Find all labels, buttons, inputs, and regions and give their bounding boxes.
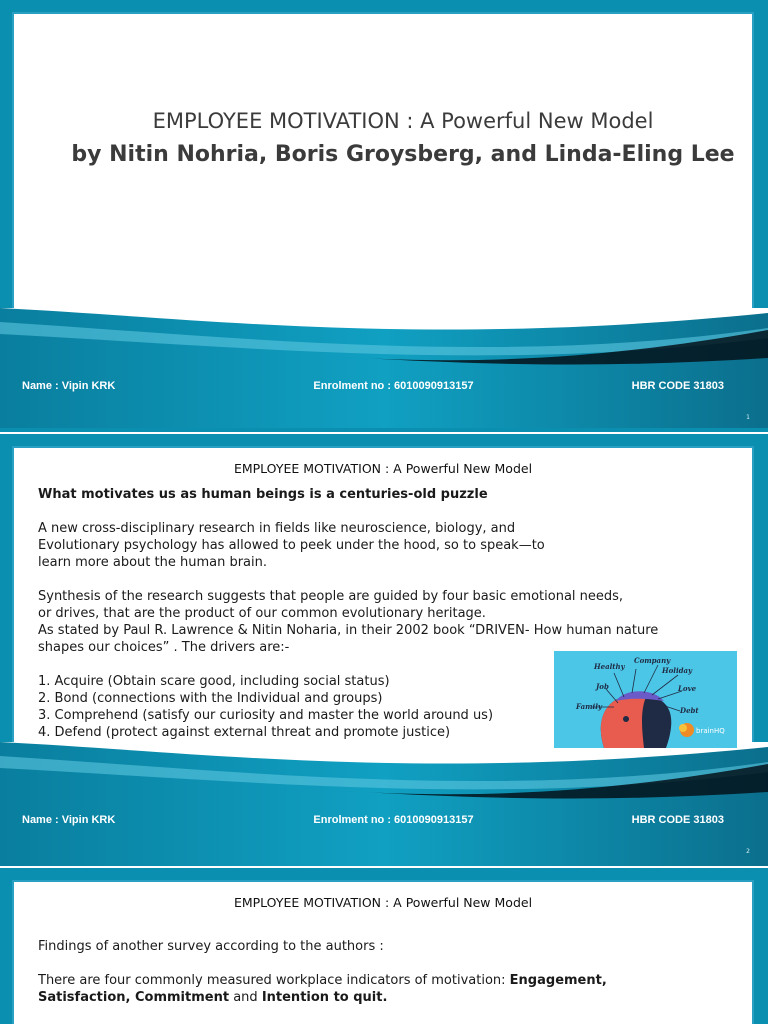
footer-enrolment: Enrolment no : 6010090913157	[313, 380, 474, 392]
slide-3-body	[38, 938, 728, 1023]
slide-1-title	[12, 104, 754, 172]
slide-3	[0, 868, 768, 1024]
slide-2-paragraph-2: Synthesis of the research suggests that people are guided by four basic emotional needs, or drives, that are the product of our common evolutionary heritage.	[38, 589, 624, 621]
image-word: Holiday	[662, 666, 693, 675]
paragraph-2-lead: There are four commonly measured workplace indicators of motivation:	[38, 973, 510, 988]
image-word: Job	[596, 682, 609, 691]
term-intention-to-quit: Intention to quit.	[261, 990, 388, 1005]
term-engagement: Engagement,	[509, 973, 607, 988]
slide-1-page-number: 1	[746, 414, 750, 421]
footer-enrolment: Enrolment no : 6010090913157	[313, 814, 474, 826]
slide-3-paragraph-1: Findings of another survey according to the authors :	[38, 939, 384, 954]
slide-1	[0, 0, 768, 432]
conjunction: and	[229, 990, 262, 1005]
slide-3-paragraph-2	[38, 972, 688, 1006]
driver-item: 4. Defend (protect against external threat and promote justice)	[38, 725, 451, 740]
slide-2-page-number: 2	[746, 848, 750, 855]
slide-2-heading: EMPLOYEE MOTIVATION : A Powerful New Model	[233, 461, 533, 476]
footer-name: Name : Vipin KRK	[22, 814, 116, 826]
slide-1-footer	[22, 380, 724, 392]
title-line-1: EMPLOYEE MOTIVATION : A Powerful New Model	[152, 109, 654, 133]
slide-1-footer-band	[0, 308, 768, 432]
brainhq-logo: brainHQ	[696, 727, 725, 735]
brain-illustration	[554, 651, 737, 748]
slide-2-paragraph-3: As stated by Paul R. Lawrence & Nitin Noharia, in their 2002 book “DRIVEN- How human nature shapes our choices” . The drivers are:-	[38, 623, 659, 655]
image-word: Debt	[680, 706, 699, 715]
slide-2-paragraph-1: A new cross-disciplinary research in fields like neuroscience, biology, and Evolutionary psychology has allowed to peek under the hood, so to speak—to learn more about the human brain.	[38, 521, 545, 570]
image-word: Healthy	[594, 662, 625, 671]
term-satisfaction-commitment: Satisfaction, Commitment	[38, 990, 230, 1005]
footer-hbr-code: HBR CODE 31803	[631, 814, 724, 826]
slide-2-footer-band	[0, 742, 768, 866]
driver-item: 3. Comprehend (satisfy our curiosity and master the world around us)	[38, 708, 494, 723]
driver-item: 1. Acquire (Obtain scare good, including social status)	[38, 674, 390, 689]
image-word: Company	[634, 656, 671, 665]
slide-2-subheading: What motivates us as human beings is a centuries-old puzzle	[38, 487, 488, 502]
slide-2	[0, 434, 768, 866]
slide-3-heading: EMPLOYEE MOTIVATION : A Powerful New Model	[233, 895, 533, 910]
footer-hbr-code: HBR CODE 31803	[631, 380, 724, 392]
slide-2-footer	[22, 814, 724, 826]
image-word: Family	[576, 702, 602, 711]
footer-name: Name : Vipin KRK	[22, 380, 116, 392]
driver-item: 2. Bond (connections with the Individual and groups)	[38, 691, 383, 706]
title-line-2: by Nitin Nohria, Boris Groysberg, and Linda-Eling Lee	[71, 142, 735, 167]
image-word: Love	[678, 684, 697, 693]
